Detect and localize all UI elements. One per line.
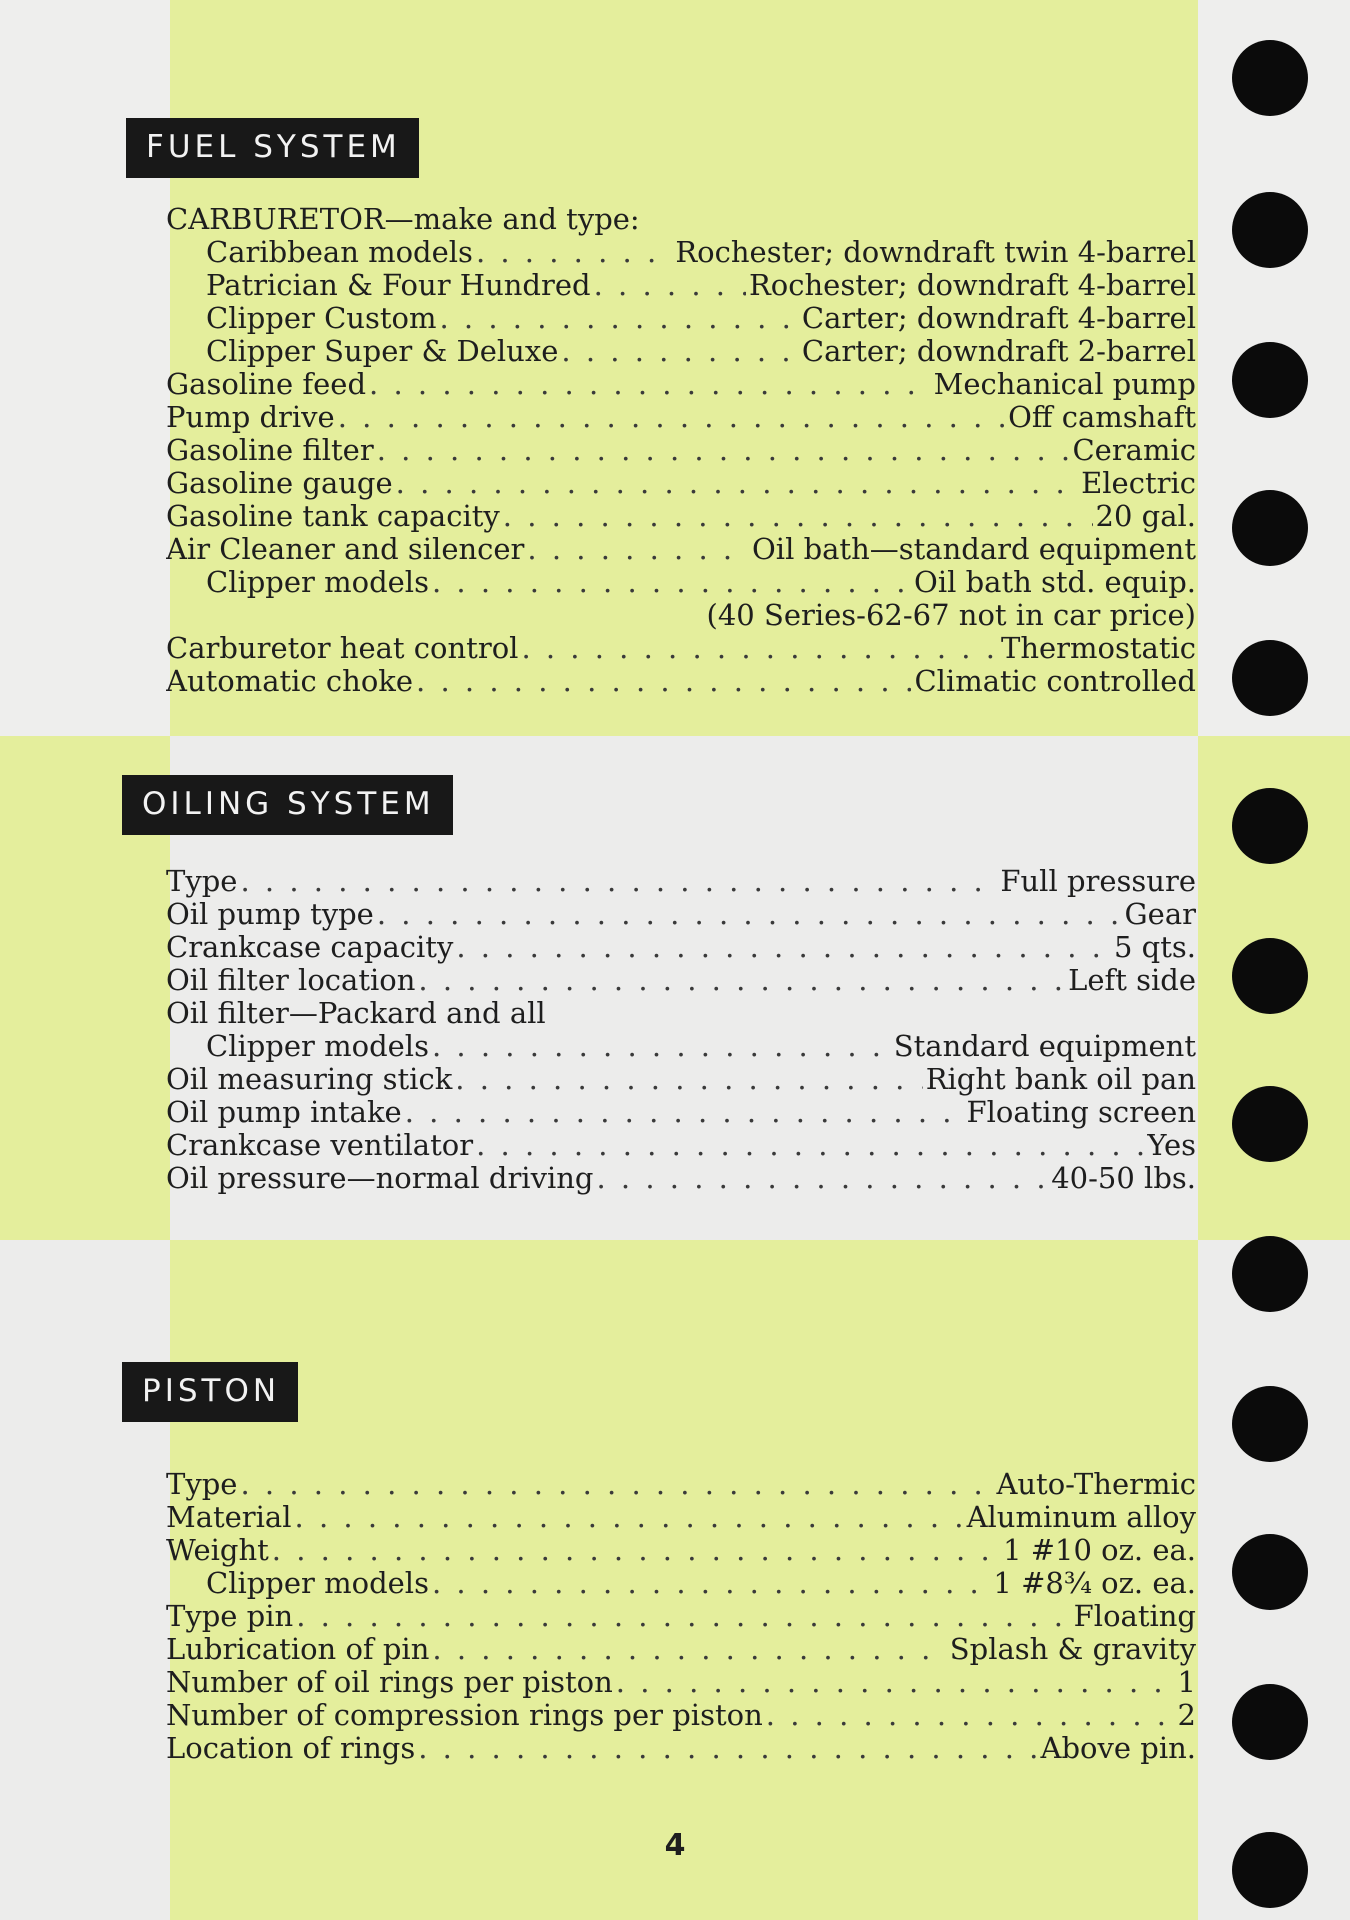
dot-leader [377,898,1122,931]
spec-label: Oil pump intake [166,1096,402,1129]
spec-value: Yes [1147,1129,1196,1162]
spec-row [166,1468,1196,1501]
spec-row [166,500,1196,533]
spec-value: Ceramic [1072,434,1196,467]
spec-row [166,1567,1196,1600]
binder-hole [1232,788,1308,864]
binder-hole [1232,40,1308,116]
spec-label: Oil pressure—normal driving [166,1162,594,1195]
spec-value: 1 #8¾ oz. ea. [993,1567,1196,1600]
spec-row [166,1600,1196,1633]
spec-value: Rochester; downdraft 4-barrel [748,269,1196,302]
spec-row [166,467,1196,500]
spec-label: Clipper models [206,1567,429,1600]
carburetor-heading [166,203,1196,236]
binder-hole [1232,192,1308,268]
spec-row [166,302,1196,335]
spec-row [166,1732,1196,1765]
spec-value: 20 gal. [1095,500,1196,533]
spec-value: Full pressure [1000,865,1196,898]
dot-leader [432,566,911,599]
binder-hole [1232,1086,1308,1162]
page-number: 4 [664,1828,686,1863]
dot-leader [416,665,911,698]
binder-hole [1232,1534,1308,1610]
spec-value: Standard equipment [893,1030,1196,1063]
dot-leader [338,401,1005,434]
spec-row [166,632,1196,665]
spec-label: Gasoline feed [166,368,367,401]
oiling-system-spec-list [166,865,1196,1195]
fuel-system-spec-list [166,203,1196,698]
dot-leader [272,1534,1000,1567]
spec-value: Climatic controlled [914,665,1196,698]
spec-label: Automatic choke [166,665,414,698]
spec-row [166,931,1196,964]
spec-label: Number of oil rings per piston [166,1666,613,1699]
piston-spec-list [166,1468,1196,1765]
spec-label: Type pin [166,1600,294,1633]
spec-value: Mechanical pump [933,368,1196,401]
spec-row [166,865,1196,898]
spec-label: Type [166,1468,238,1501]
dot-leader [418,964,1065,997]
spec-value: Floating [1073,1600,1196,1633]
spec-row [166,269,1196,302]
spec-value: 1 #10 oz. ea. [1003,1534,1196,1567]
spec-row [166,1129,1196,1162]
dot-leader [377,434,1070,467]
dot-leader [527,533,749,566]
spec-value: Above pin. [1040,1732,1196,1765]
spec-label: Carburetor heat control [166,632,519,665]
dot-leader [295,1501,964,1534]
spec-label: Crankcase capacity [166,931,454,964]
spec-row [166,964,1196,997]
spec-value: Electric [1081,467,1196,500]
spec-label: Gasoline filter [166,434,374,467]
dot-leader [503,500,1093,533]
binder-hole [1232,1684,1308,1760]
spec-row [166,335,1196,368]
binder-hole [1232,342,1308,418]
spec-label: Lubrication of pin [166,1633,430,1666]
spec-subheading [166,997,1196,1030]
dot-leader [432,1030,891,1063]
spec-row [166,434,1196,467]
spec-label: Crankcase ventilator [166,1129,474,1162]
spec-value: 40-50 lbs. [1051,1162,1196,1195]
spec-value: Floating screen [966,1096,1196,1129]
dot-leader [439,302,798,335]
dot-leader [476,1129,1144,1162]
spec-label: Material [166,1501,292,1534]
dot-leader [405,1096,964,1129]
spec-value: Aluminum alloy [966,1501,1196,1534]
spec-value: 1 [1177,1666,1196,1699]
dot-leader [476,236,672,269]
spec-row [166,236,1196,269]
spec-value: Carter; downdraft 2-barrel [801,335,1196,368]
section-title-oiling-system: OILING SYSTEM [122,775,453,835]
spec-label: Patrician & Four Hundred [206,269,591,302]
spec-row [166,368,1196,401]
spec-label: Air Cleaner and silencer [166,533,525,566]
spec-label: Location of rings [166,1732,416,1765]
spec-row [166,1699,1196,1732]
dot-leader [240,865,997,898]
spec-label: Weight [166,1534,269,1567]
spec-value: Left side [1068,964,1196,997]
dot-leader [432,1567,990,1600]
spec-row [166,1096,1196,1129]
dot-leader [596,1162,1048,1195]
background-block [0,1240,170,1920]
binder-hole [1232,1386,1308,1462]
spec-row [166,401,1196,434]
spec-label: Gasoline gauge [166,467,393,500]
spec-note-text: (40 Series-62-67 not in car price) [706,599,1196,632]
dot-leader [456,931,1111,964]
spec-label: Clipper Custom [206,302,437,335]
dot-leader [418,1732,1037,1765]
binder-hole [1232,1832,1308,1908]
spec-value: Oil bath—standard equipment [752,533,1196,566]
spec-label: Oil filter location [166,964,416,997]
spec-value: 5 qts. [1114,931,1196,964]
spec-label: Gasoline tank capacity [166,500,500,533]
spec-label: Clipper models [206,1030,429,1063]
dot-leader [521,632,998,665]
spec-label: Oil pump type [166,898,374,931]
dot-leader [240,1468,993,1501]
dot-leader [616,1666,1175,1699]
spec-row [166,1030,1196,1063]
section-title-fuel-system: FUEL SYSTEM [126,118,419,178]
spec-label: Clipper models [206,566,429,599]
spec-label: Pump drive [166,401,335,434]
dot-leader [296,1600,1070,1633]
spec-label: CARBURETOR—make and type: [166,203,640,236]
spec-value: Gear [1124,898,1196,931]
spec-row [166,1666,1196,1699]
spec-value: Thermostatic [1001,632,1196,665]
spec-label: Oil measuring stick [166,1063,453,1096]
spec-row [166,533,1196,566]
dot-leader [594,269,746,302]
spec-row [166,1534,1196,1567]
spec-value: 2 [1177,1699,1196,1732]
background-block [0,0,170,736]
spec-row [166,566,1196,599]
spec-label: Caribbean models [206,236,473,269]
spec-value: Rochester; downdraft twin 4-barrel [675,236,1196,269]
spec-row [166,1162,1196,1195]
dot-leader [432,1633,946,1666]
spec-value: Splash & gravity [949,1633,1196,1666]
spec-label: Type [166,865,238,898]
binder-hole [1232,640,1308,716]
dot-leader [561,335,798,368]
dot-leader [369,368,931,401]
spec-label: Number of compression rings per piston [166,1699,763,1732]
spec-value: Auto-Thermic [996,1468,1196,1501]
dot-leader [396,467,1078,500]
spec-row [166,1501,1196,1534]
spec-row [166,1633,1196,1666]
binder-hole [1232,490,1308,566]
dot-leader [766,1699,1175,1732]
spec-row [166,665,1196,698]
binder-hole [1232,1236,1308,1312]
spec-label: Oil filter—Packard and all [166,997,546,1030]
binder-hole [1232,938,1308,1014]
spec-label: Clipper Super & Deluxe [206,335,559,368]
spec-value: Carter; downdraft 4-barrel [801,302,1196,335]
spec-value: Right bank oil pan [925,1063,1196,1096]
spec-row [166,898,1196,931]
spec-row [166,1063,1196,1096]
spec-value: Oil bath std. equip. [914,566,1196,599]
dot-leader [455,1063,922,1096]
section-title-piston: PISTON [122,1362,298,1422]
spec-value: Off camshaft [1008,401,1196,434]
spec-note [166,599,1196,632]
